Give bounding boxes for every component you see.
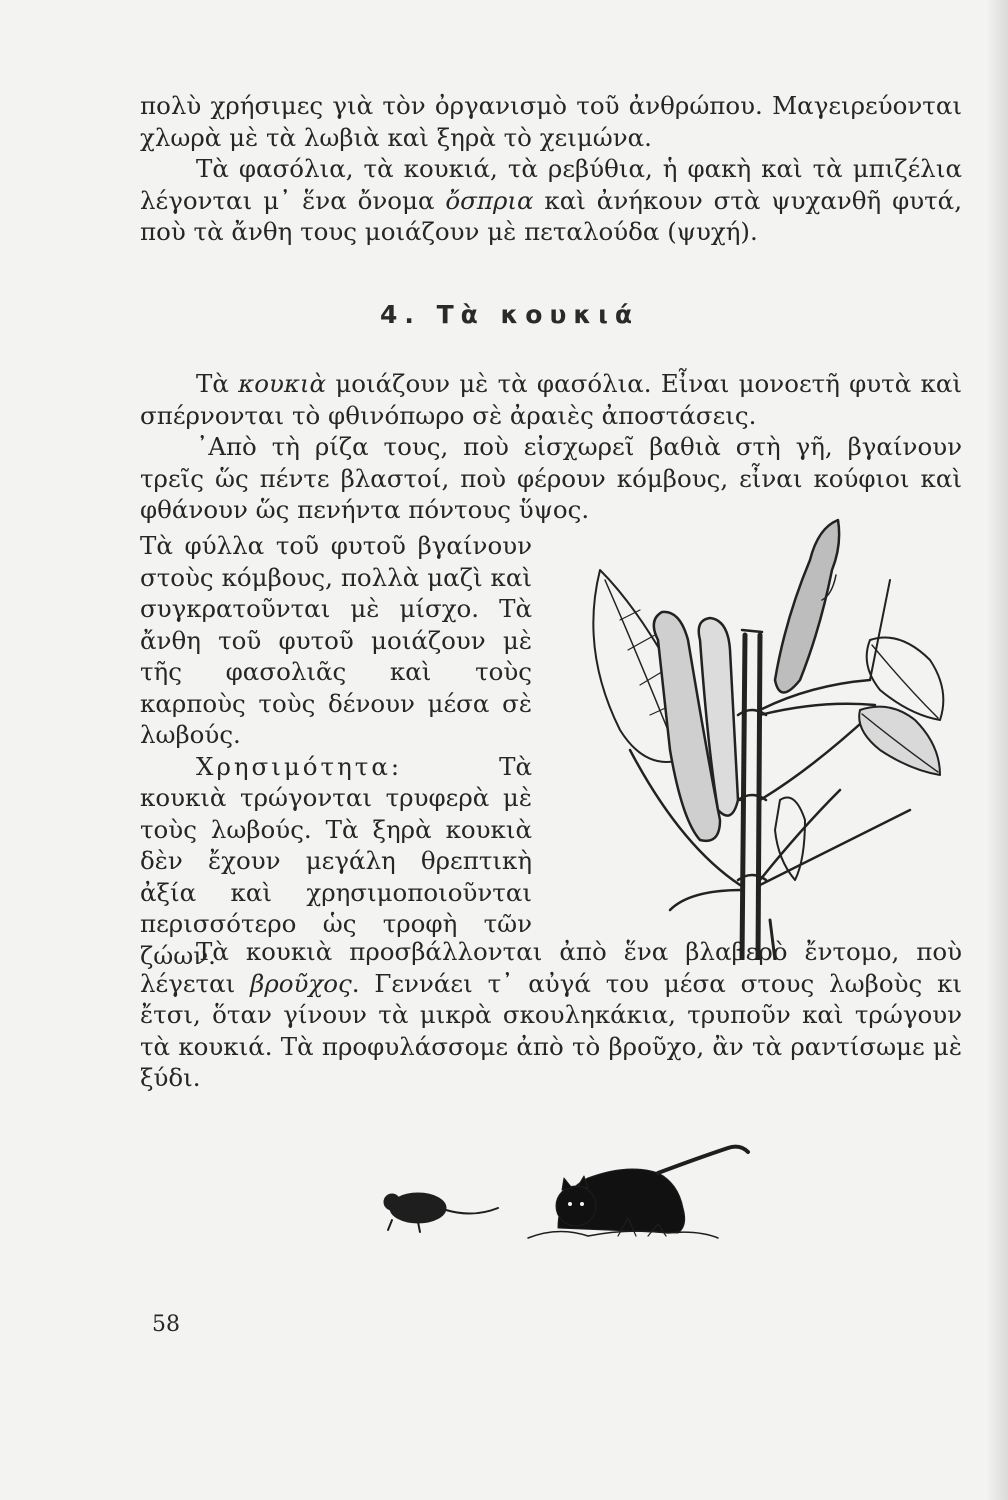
section-paragraph-3: Τὰ φύλλα τοῦ φυτοῦ βγαίνουν στοὺς κόμβους, πολλὰ μαζὶ καὶ συγκρατοῦνται μὲ μίσχο. Τὰ ἄνθη τοῦ φυτοῦ μοιάζουν μὲ τῆς φασολιᾶς καὶ τοὺς καρποὺς τοὺς δένουν μέσα σὲ λωβούς. — [140, 531, 532, 749]
cat-and-mouse-illustration — [378, 1138, 758, 1248]
intro-p2-part-a: Τὰ φασόλια, τὰ κουκιά, τὰ ρεβύθια, ἡ φακὴ καὶ τὰ μπιζέλια λέγονται μ᾿ ἕνα ὄνομα — [140, 154, 962, 215]
section-heading: 4. Τὰ κουκιά — [380, 300, 640, 329]
term-ospria: ὄσπρια — [445, 185, 534, 215]
section-p1-part-a: Τὰ — [196, 369, 239, 398]
usage-label: Χρησιμότητα: — [196, 751, 403, 781]
section-p1-part-b: μοιάζουν μὲ τὰ φασόλια. Εἶναι μονοετῆ φυτὰ καὶ σπέρνονται τὸ φθινόπωρο σὲ ἀραιὲς ἀποστάσεις. — [140, 369, 962, 430]
pest-part-b: . Γεννάει τ᾿ αὐγά του μέσα στους λωβοὺς κι ἔτσι, ὅταν γίνουν τὰ μικρὰ σκουληκάκια, τρυποῦν καὶ τρώγουν τὰ κουκιά. Τὰ προφυλάσσομε ἀπὸ τὸ βροῦχο, ἂν τὰ ραντίσωμε μὲ ξύδι. — [140, 968, 962, 1092]
pest-part-a: Τὰ κουκιὰ προσβάλλονται ἀπὸ ἕνα βλαβερὸ ἔντομο, ποὺ λέγεται — [140, 937, 962, 998]
intro-paragraph-2 — [140, 153, 962, 248]
intro-p2-part-b: καὶ ἀνήκουν στὰ ψυχανθῆ φυτά, ποὺ τὰ ἄνθη τους μοιάζουν μὲ πεταλούδα (ψυχή). — [140, 185, 963, 246]
term-koukia: κουκιὰ — [238, 369, 327, 398]
page-number: 58 — [152, 1312, 180, 1337]
intro-paragraph-1: πολὺ χρήσιμες γιὰ τὸν ὀργανισμὸ τοῦ ἀνθρώπου. Μαγειρεύονται χλωρὰ μὲ τὰ λωβιὰ καὶ ξηρὰ τὸ χειμώνα. — [140, 91, 962, 152]
page-edge-shadow — [986, 0, 1008, 1500]
broad-bean-plant-illustration — [570, 500, 980, 960]
section-paragraph-1 — [140, 368, 962, 431]
usage-text: Τὰ κουκιὰ τρώγονται τρυφερὰ μὲ τοὺς λωβούς. Τὰ ξηρὰ κουκιὰ δὲν ἔχουν μεγάλη θρεπτικὴ ἀξία καὶ χρησιμοποιοῦνται περισσότερο ὡς τροφὴ τῶν ζώων. — [140, 751, 532, 970]
term-brouchos: βροῦχος — [250, 968, 352, 998]
intro-text — [140, 90, 962, 248]
section-text-narrow — [140, 530, 532, 971]
section-paragraph-2: ᾿Απὸ τὴ ρίζα τους, ποὺ εἰσχωρεῖ βαθιὰ στὴ γῆ, βγαίνουν τρεῖς ὥς πέντε βλαστοί, ποὺ φέρουν κόμβους, εἶναι κούφιοι καὶ φθάνουν ὥς πενήντα πόντους ὕψος. — [140, 432, 962, 524]
